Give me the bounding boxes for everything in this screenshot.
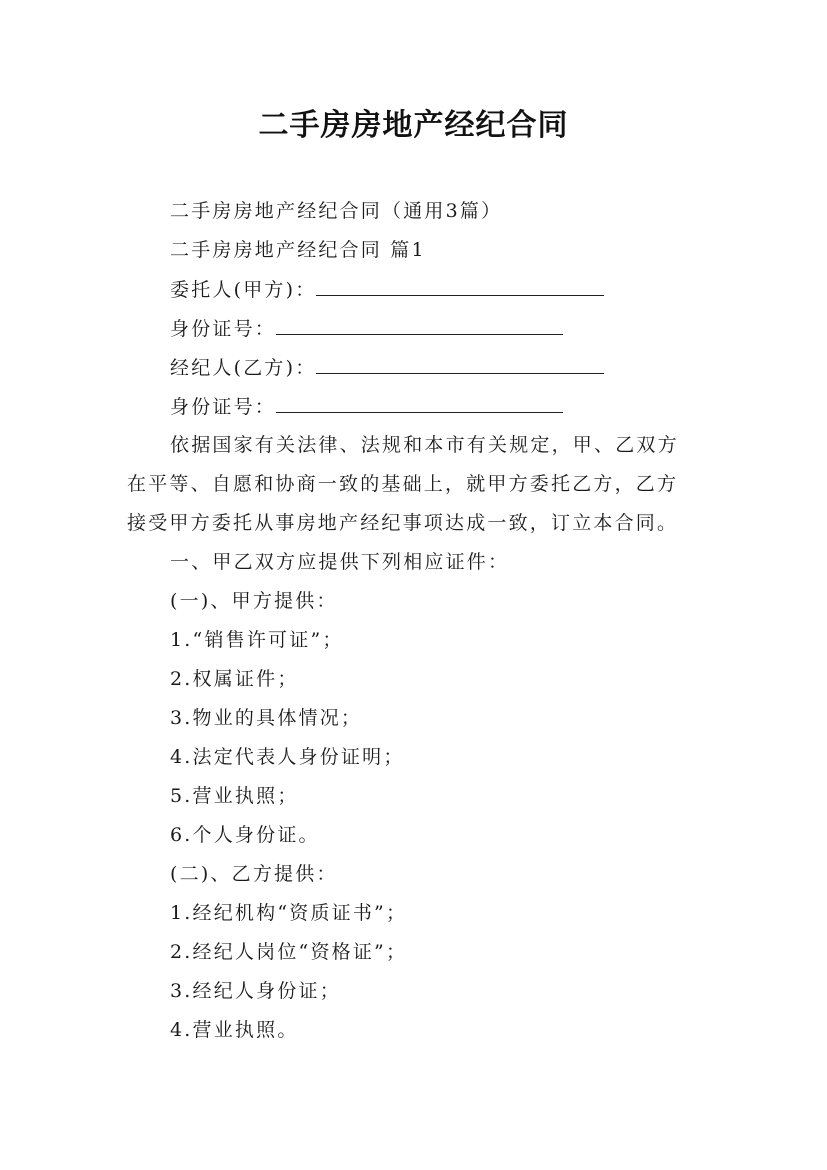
list-item: 4.法定代表人身份证明； [170, 746, 405, 768]
party-a-blank-line [316, 277, 604, 296]
list-item: 1.经纪机构“资质证书”； [170, 902, 408, 924]
preamble-line-1: 依据国家有关法律、法规和本市有关规定，甲、乙双方 [170, 434, 679, 456]
party-b-label: 经纪人(乙方)： [170, 357, 317, 379]
list-item: 5.营业执照； [170, 785, 299, 807]
party-a-id-label: 身份证号： [170, 318, 277, 340]
party-b-id-label: 身份证号： [170, 396, 277, 418]
list-item: 6.个人身份证。 [170, 824, 320, 846]
document-subtitle: 二手房房地产经纪合同（通用3篇） [170, 200, 503, 222]
list-item: 1.“销售许可证”； [170, 629, 344, 651]
list-item: 3.经纪人身份证； [170, 980, 341, 1002]
party-b-id-blank-line [276, 394, 563, 413]
preamble-line-3: 接受甲方委托从事房地产经纪事项达成一致，订立本合同。 [127, 512, 679, 534]
party-a-field [170, 277, 604, 302]
list-item: 4.营业执照。 [170, 1019, 299, 1041]
party-a-id-field [170, 316, 563, 341]
party-b-field [170, 355, 604, 380]
party-a-provide-heading: (一)、甲方提供： [170, 590, 338, 612]
list-item: 3.物业的具体情况； [170, 707, 363, 729]
party-b-provide-heading: (二)、乙方提供： [170, 863, 338, 885]
party-b-id-field [170, 394, 563, 419]
party-a-label: 委托人(甲方)： [170, 279, 317, 301]
list-item: 2.经纪人岗位“资格证”； [170, 941, 408, 963]
section-heading: 二手房房地产经纪合同 篇1 [170, 239, 426, 261]
party-b-blank-line [316, 355, 604, 374]
list-item: 2.权属证件； [170, 668, 299, 690]
party-a-id-blank-line [276, 316, 563, 335]
clause-1-heading: 一、甲乙双方应提供下列相应证件： [170, 551, 510, 573]
preamble-line-2: 在平等、自愿和协商一致的基础上，就甲方委托乙方，乙方 [127, 473, 679, 495]
document-title: 二手房房地产经纪合同 [258, 108, 569, 143]
